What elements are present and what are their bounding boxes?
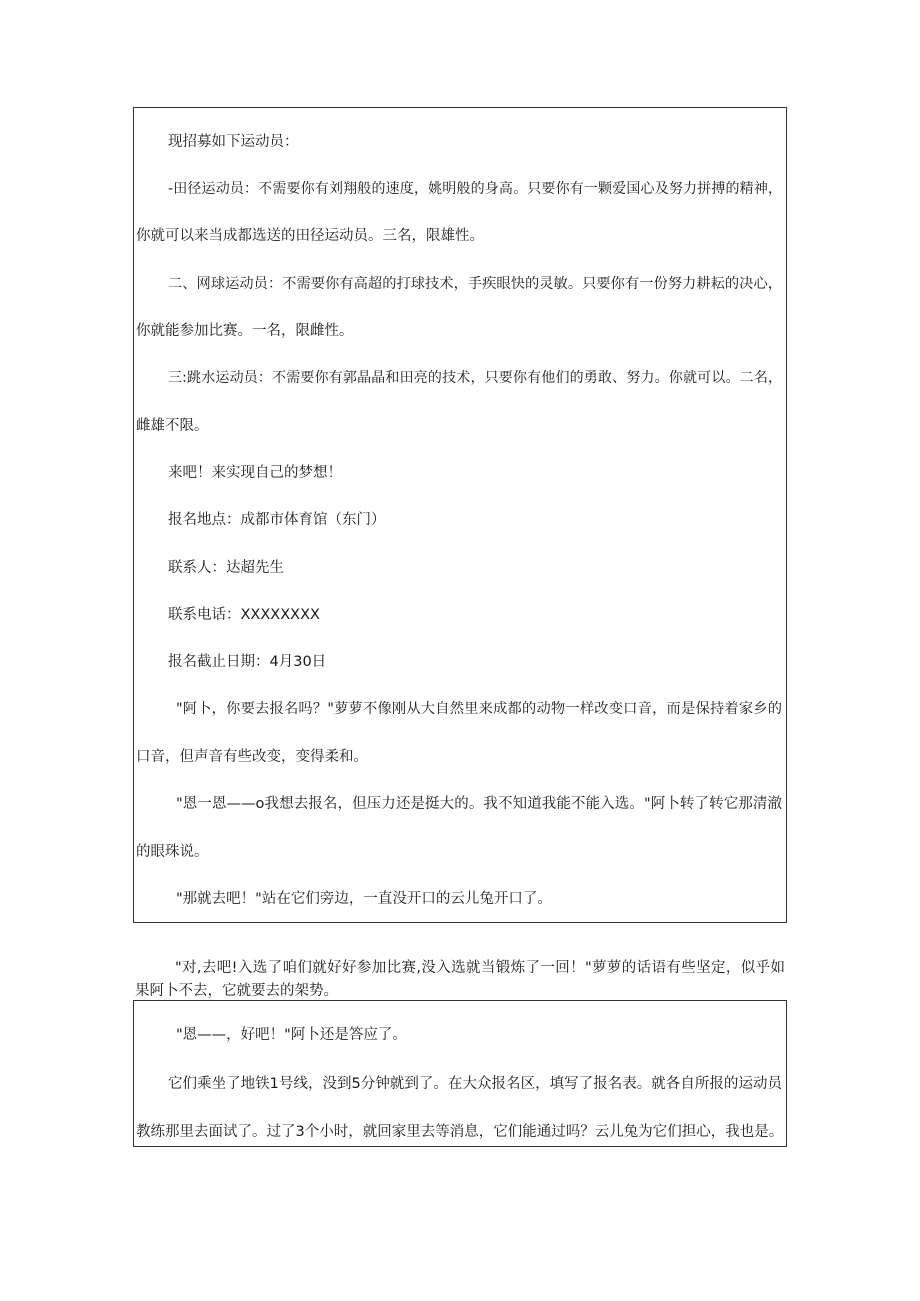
paragraph: 联系电话：XXXXXXXX	[168, 607, 320, 623]
text-frame-bottom	[133, 1000, 787, 1147]
paragraph: 联系人：达超先生	[168, 560, 284, 576]
paragraph: "那就去吧！"站在它们旁边，一直没开口的云儿兔开口了。	[176, 891, 552, 907]
paragraph: 现招募如下运动员：	[168, 134, 299, 150]
paragraph: 来吧！来实现自己的梦想！	[168, 465, 342, 481]
paragraph: 你就可以来当成都选送的田径运动员。三名，限雄性。	[136, 228, 484, 244]
text-frame-top	[133, 107, 787, 923]
paragraph: "阿卜，你要去报名吗？"萝萝不像刚从大自然里来成都的动物一样改变口音，而是保持着家乡的	[176, 701, 782, 717]
paragraph: 的眼珠说。	[136, 844, 209, 860]
paragraph: 教练那里去面试了。过了3个小时，就回家里去等消息，它们能通过吗？云儿兔为它们担心，我也是。	[136, 1124, 784, 1140]
paragraph: 雌雄不限。	[136, 418, 209, 434]
paragraph-outside-line-1: "对,去吧!入选了咱们就好好参加比赛,没入选就当锻炼了一回！"萝萝的话语有些坚定，似乎如	[175, 960, 785, 976]
paragraph: 你就能参加比赛。一名，限雌性。	[136, 323, 354, 339]
paragraph: -田径运动员：不需要你有刘翔般的速度，姚明般的身高。只要你有一颗爱国心及努力拼搏的精神，	[168, 181, 782, 197]
paragraph: 报名地点：成都市体育馆（东门）	[168, 512, 386, 528]
paragraph: 二、网球运动员：不需要你有高超的打球技术，手疾眼快的灵敏。只要你有一份努力耕耘的决心，	[168, 276, 782, 292]
paragraph: 报名截止日期：4月30日	[168, 654, 327, 670]
paragraph: "恩一恩——o我想去报名，但压力还是挺大的。我不知道我能不能入选。"阿卜转了转它那清澈	[176, 796, 782, 812]
paragraph: 三:跳水运动员：不需要你有郭晶晶和田亮的技术，只要你有他们的勇敢、努力。你就可以。二名，	[168, 370, 782, 386]
paragraph: "恩——，好吧！"阿卜还是答应了。	[176, 1027, 407, 1043]
paragraph: 它们乘坐了地铁1号线，没到5分钟就到了。在大众报名区，填写了报名表。就各自所报的运动员	[168, 1076, 782, 1092]
paragraph-outside-line-2: 果阿卜不去，它就要去的架势。	[135, 983, 338, 999]
paragraph: 口音，但声音有些改变，变得柔和。	[136, 749, 368, 765]
